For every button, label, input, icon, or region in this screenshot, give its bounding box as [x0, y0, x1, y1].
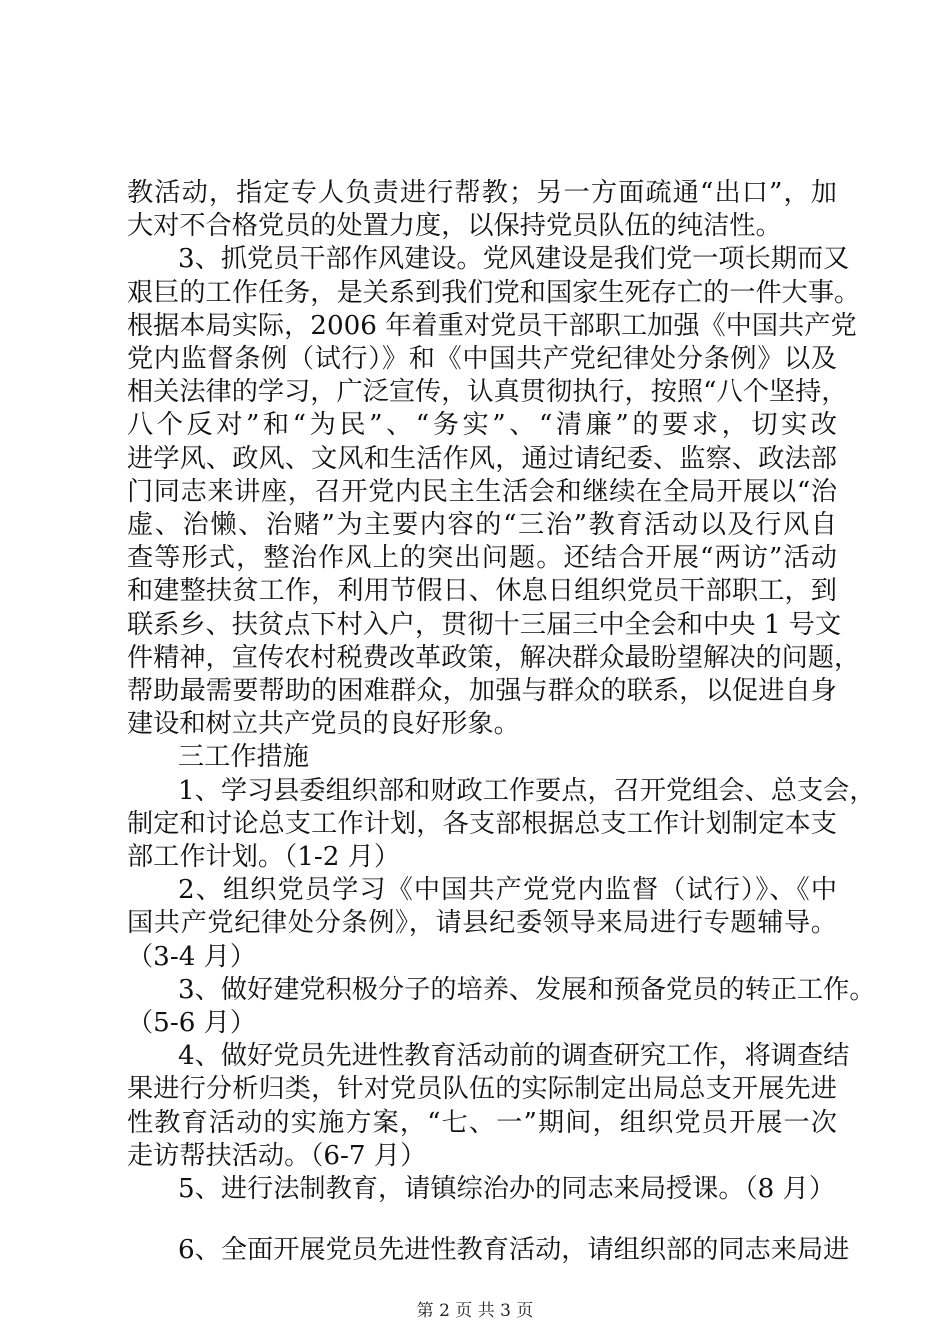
page-footer: 第 2 页 共 3 页 [416, 1301, 534, 1321]
text-line: （5-6 月） [127, 1008, 257, 1038]
text-line: 制定和讨论总支工作计划，各支部根据总支工作计划制定本支 [127, 808, 837, 839]
text-line: 3、做好建党积极分子的培养、发展和预备党员的转正工作。 [178, 974, 876, 1005]
text-line: 2、组织党员学习《中国共产党党内监督（试行）》、《中 [178, 875, 837, 906]
text-line: 和建整扶贫工作，利用节假日、休息日组织党员干部职工，到 [127, 576, 837, 607]
text-line: 6、全面开展党员先进性教育活动，请组织部的同志来局进 [178, 1235, 850, 1266]
text-line: 帮助最需要帮助的困难群众，加强与群众的联系，以促进自身 [127, 676, 837, 706]
text-line: 4、做好党员先进性教育活动前的调查研究工作，将调查结 [178, 1041, 850, 1072]
text-line: 部工作计划。（1-2 月） [127, 842, 401, 872]
text-line: 联系乡、扶贫点下村入户，贯彻十三届三中全会和中央 1 号文 [127, 609, 842, 640]
text-line: 国共产党纪律处分条例》，请县纪委领导来局进行专题辅导。 [127, 908, 837, 939]
text-line: 党内监督条例（试行）》和《中国共产党纪律处分条例》以及 [127, 344, 837, 374]
text-line: 门同志来讲座，召开党内民主生活会和继续在全局开展以“治 [127, 476, 837, 507]
text-line: 5、进行法制教育，请镇综治办的同志来局授课。（8 月） [178, 1174, 836, 1204]
text-line: （3-4 月） [127, 941, 257, 972]
text-line: 性教育活动的实施方案，“七、一”期间，组织党员开展一次 [127, 1107, 837, 1138]
text-line: 1、学习县委组织部和财政工作要点，召开党组会、总支会， [178, 775, 876, 806]
text-line: 进学风、政风、文风和生活作风，通过请纪委、监察、政法部 [127, 443, 837, 474]
section-heading: 三工作措施 [178, 742, 309, 773]
text-line: 根据本局实际，2006 年着重对党员干部职工加强《中国共产党 [127, 310, 857, 341]
text-line: 走访帮扶活动。（6-7 月） [127, 1140, 427, 1171]
text-line: 相关法律的学习，广泛宣传，认真贯彻执行，按照“八个坚持， [127, 377, 848, 408]
text-line: 八个反对”和“为民”、“务实”、“清廉”的要求，切实改 [127, 410, 837, 441]
text-line: 教活动，指定专人负责进行帮教；另一方面疏通“出口”，加 [127, 178, 837, 208]
text-line: 查等形式，整治作风上的突出问题。还结合开展“两访”活动 [127, 543, 837, 574]
text-line: 虚、治懒、治赌”为主要内容的“三治”教育活动以及行风自 [127, 510, 837, 540]
text-line: 建设和树立共产党员的良好形象。 [127, 709, 520, 740]
text-line: 果进行分析归类，针对党员队伍的实际制定出局总支开展先进 [127, 1074, 837, 1105]
text-line: 3、抓党员干部作风建设。党风建设是我们党一项长期而又 [178, 244, 850, 275]
text-line: 艰巨的工作任务，是关系到我们党和国家生死存亡的一件大事。 [127, 277, 861, 308]
text-line: 件精神，宣传农村税费改革政策，解决群众最盼望解决的问题， [127, 642, 861, 673]
text-line: 大对不合格党员的处置力度，以保持党员队伍的纯洁性。 [127, 211, 782, 242]
